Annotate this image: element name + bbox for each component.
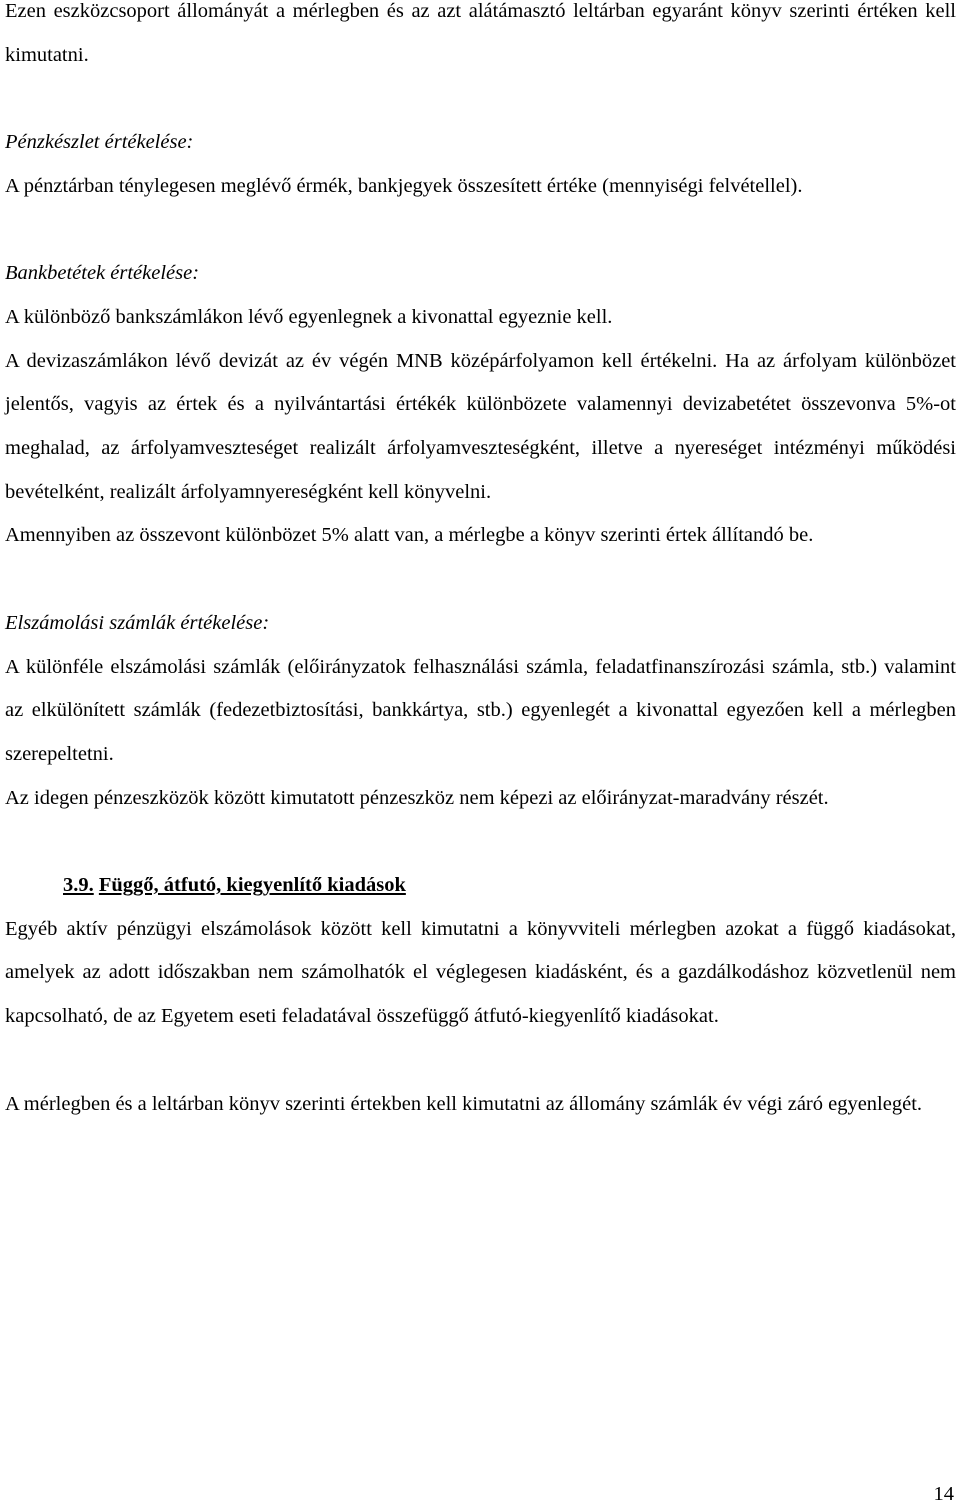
penzkeszlet-paragraph: A pénztárban ténylegesen meglévő érmék, bankjegyek összesített értéke (mennyiségi felvétellel). [5, 174, 803, 197]
spacer [5, 1039, 956, 1083]
elszamolasi-heading: Elszámolási számlák értékelése: [5, 611, 270, 634]
elszamolasi-paragraph: A különféle elszámolási számlák (előirányzatok felhasználási számla, feladatfinanszírozási számla, stb.) valamint az elkülönített számlák (fedezetbiztosítási, bankkártya, stb.) egyenlegét a kivonattal egyezően kell a mérlegben szerepeltetni. [5, 655, 956, 765]
elszamolasi-paragraph-idegen: Az idegen pénzeszközök között kimutatott pénzeszköz nem képezi az előirányzat-maradvány részét. [5, 786, 829, 809]
section-title-text: Függő, átfutó, kiegyenlítő kiadások [98, 874, 406, 896]
spacer [5, 209, 956, 253]
spacer [5, 820, 956, 864]
spacer [5, 77, 956, 121]
bankbetetek-line: A különböző bankszámlákon lévő egyenlegnek a kivonattal egyeznie kell. [5, 305, 613, 328]
penzkeszlet-heading: Pénzkészlet értékelése: [5, 131, 194, 154]
section-paragraph-fuggo: Egyéb aktív pénzügyi elszámolások között kell kimutatni a könyvviteli mérlegben azokat a függő kiadásokat, amelyek az adott időszakban nem számolhatók el véglegesen kiadásként, és a gazdálkodáshoz közvetlenül nem kapcsolható, de az Egyetem eseti feladatával összefüggő átfutó-kiegyenlítő kiadásokat. [5, 917, 956, 1028]
bankbetetek-paragraph-osszevont: Amennyiben az összevont különbözet 5% alatt van, a mérlegbe a könyv szerinti értek állítandó be. [5, 524, 814, 547]
document-page [5, 0, 956, 1126]
bankbetetek-heading: Bankbetétek értékelése: [5, 262, 200, 285]
spacer [5, 558, 956, 602]
section-title [5, 864, 956, 908]
intro-paragraph: Ezen eszközcsoport állományát a mérlegben és az azt alátámasztó leltárban egyaránt könyv szerinti értéken kell kimutatni. [5, 0, 956, 66]
bankbetetek-paragraph-deviza: A devizaszámlákon lévő devizát az év végén MNB középárfolyamon kell értékelni. Ha az árfolyam különbözet jelentős, vagyis az értek és a nyilvántartási értékék különbözete valamennyi devizabetétet összevonva 5%-ot meghalad, az árfolyamveszteséget realizált árfolyamveszteségként, illetve a nyereséget intézményi működési bevételként, realizált árfolyamnyereségként kell könyvelni. [5, 349, 956, 503]
section-number: 3.9. [63, 874, 94, 896]
page-number: 14 [933, 1483, 954, 1505]
section-paragraph-merleg: A mérlegben és a leltárban könyv szerinti értekben kell kimutatni az állomány számlák év végi záró egyenlegét. [5, 1092, 923, 1115]
